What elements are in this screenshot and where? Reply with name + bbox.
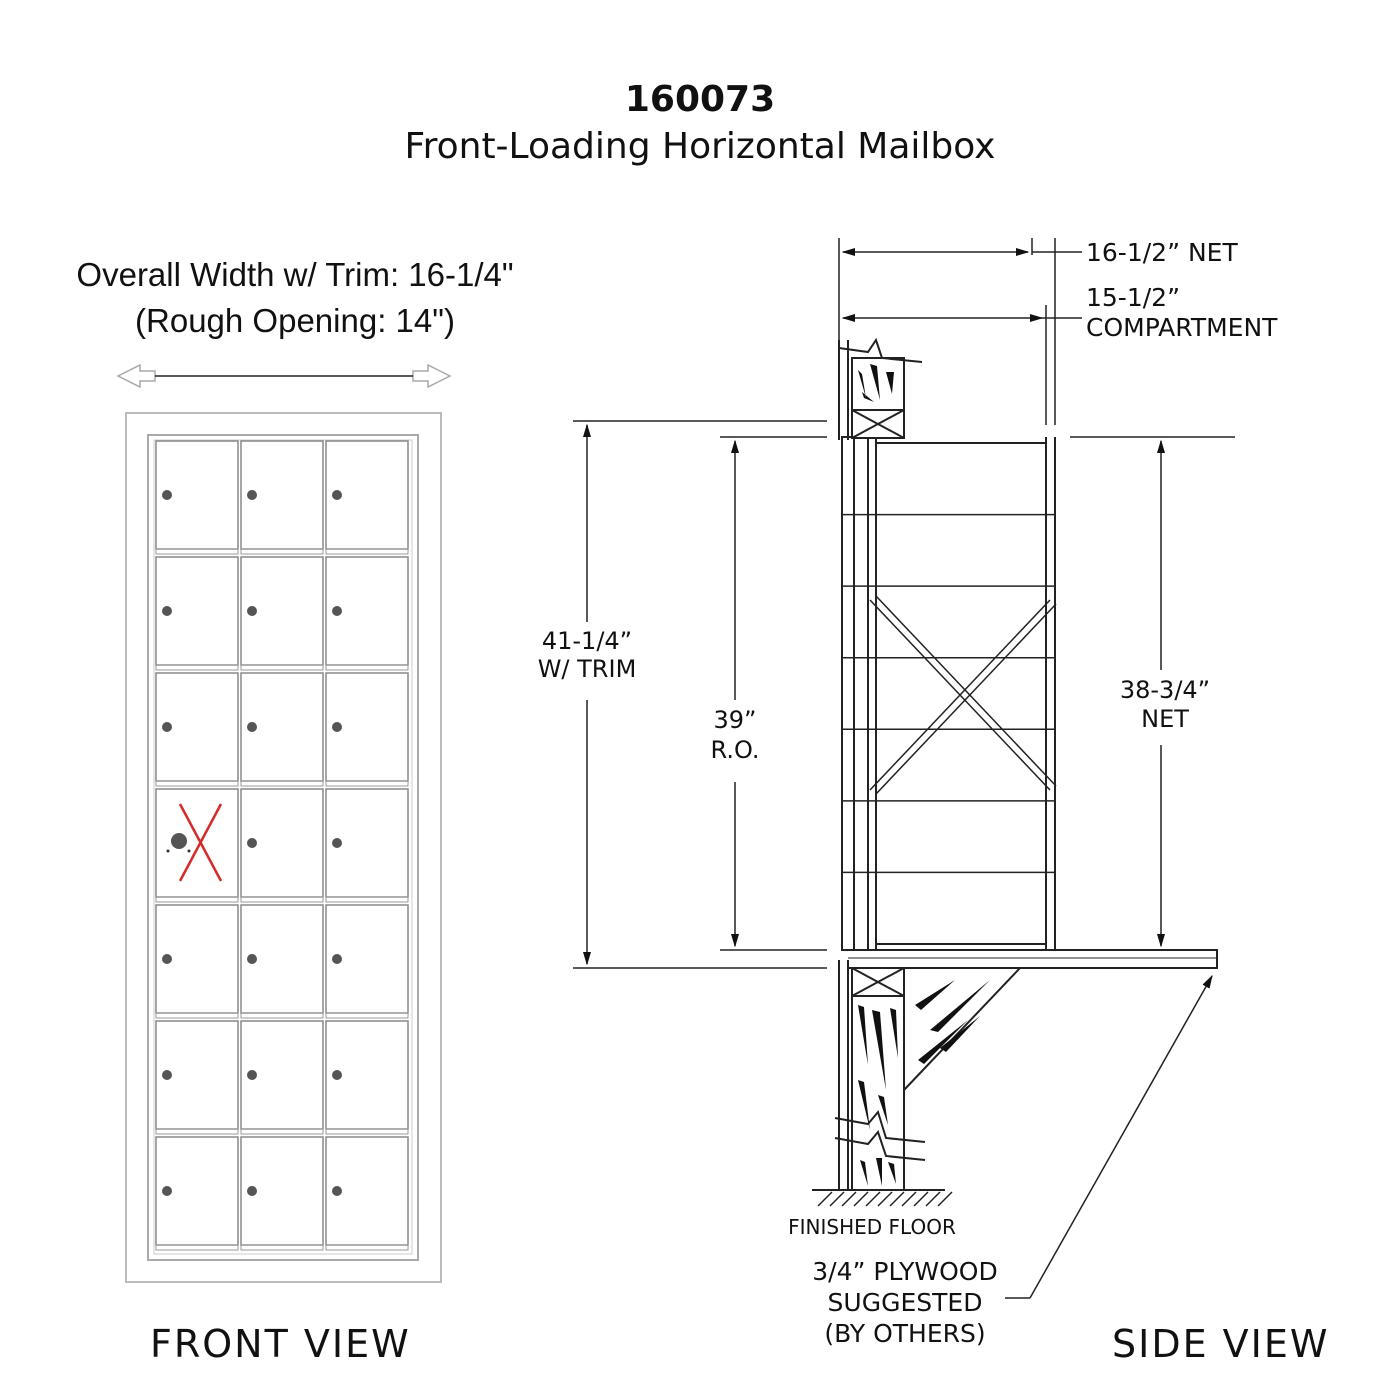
- lock-icon: [247, 1070, 257, 1080]
- hatch-line: [854, 1192, 868, 1206]
- top-dimensions: [839, 238, 1082, 425]
- product-title: Front-Loading Horizontal Mailbox: [404, 126, 996, 167]
- lock-icon: [247, 722, 257, 732]
- screw-icon: [188, 850, 191, 853]
- hatch-line: [902, 1192, 916, 1206]
- hatch-line: [938, 1192, 952, 1206]
- front-view: [118, 365, 450, 1282]
- trim-height-value: 41-1/4”: [541, 627, 633, 655]
- lock-icon: [332, 606, 342, 616]
- lock-icon: [332, 954, 342, 964]
- floor-hatch: [818, 1192, 952, 1206]
- finished-floor-label: FINISHED FLOOR: [788, 1215, 956, 1239]
- hatch-line: [914, 1192, 928, 1206]
- rough-opening-label: (Rough Opening: 14"): [135, 302, 455, 339]
- hatch-line: [890, 1192, 904, 1206]
- lock-icon: [171, 833, 187, 849]
- lock-icon: [332, 722, 342, 732]
- lock-icon: [162, 490, 172, 500]
- ro-height-label: R.O.: [710, 736, 760, 764]
- lock-icon: [247, 954, 257, 964]
- plywood-label-line3: (BY OTHERS): [824, 1319, 986, 1348]
- side-view-label: SIDE VIEW: [1112, 1322, 1330, 1366]
- lock-icon: [162, 606, 172, 616]
- overall-width-label: Overall Width w/ Trim: 16-1/4": [76, 256, 514, 293]
- net-height-value: 38-3/4”: [1119, 676, 1211, 704]
- cross-brace: [870, 596, 1056, 794]
- lock-icon: [162, 1070, 172, 1080]
- lock-icon: [247, 838, 257, 848]
- plywood-label-line1: 3/4” PLYWOOD: [812, 1257, 998, 1286]
- net-width-label: 16-1/2” NET: [1086, 238, 1238, 267]
- hatch-line: [818, 1192, 832, 1206]
- compartment-width-label: COMPARTMENT: [1086, 313, 1278, 342]
- lock-icon: [162, 954, 172, 964]
- compartment-width-value: 15-1/2”: [1086, 283, 1181, 312]
- lock-icon: [332, 1186, 342, 1196]
- wall-framing: [812, 340, 1217, 1190]
- hatch-line: [830, 1192, 844, 1206]
- hatch-line: [878, 1192, 892, 1206]
- lock-icon: [332, 1070, 342, 1080]
- door-grid: [156, 441, 408, 1250]
- screw-icon: [167, 850, 170, 853]
- hatch-line: [926, 1192, 940, 1206]
- lock-icon: [162, 722, 172, 732]
- lock-icon: [162, 1186, 172, 1196]
- lock-icon: [332, 838, 342, 848]
- hatch-line: [866, 1192, 880, 1206]
- net-height-label: NET: [1141, 705, 1189, 733]
- lock-icon: [247, 1186, 257, 1196]
- ro-height-value: 39”: [713, 706, 757, 734]
- plywood-label-line2: SUGGESTED: [827, 1288, 983, 1317]
- lock-icon: [247, 606, 257, 616]
- width-arrow: [118, 365, 450, 387]
- trim-frame: [126, 413, 441, 1282]
- hatch-line: [842, 1192, 856, 1206]
- model-number: 160073: [624, 79, 776, 120]
- lock-icon: [332, 490, 342, 500]
- wood-grain: [858, 364, 990, 1186]
- trim-height-label: W/ TRIM: [537, 655, 637, 683]
- compartment-shelves: [842, 515, 1055, 873]
- front-view-label: FRONT VIEW: [150, 1322, 411, 1366]
- lock-icon: [247, 490, 257, 500]
- mailbox-door: [156, 789, 238, 897]
- side-view: [573, 238, 1235, 1298]
